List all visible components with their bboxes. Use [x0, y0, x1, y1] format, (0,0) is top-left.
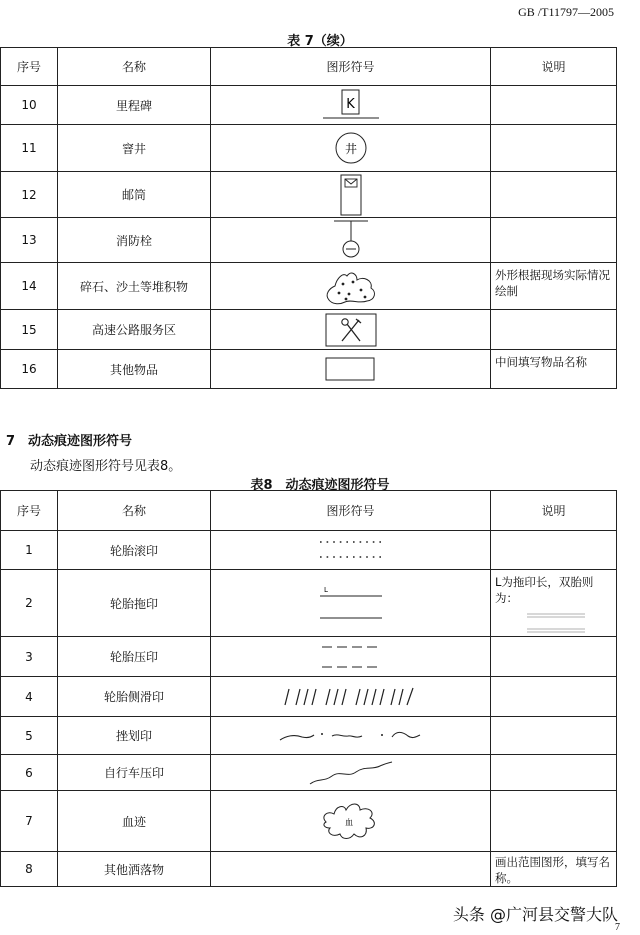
- row-no: 10: [1, 86, 58, 125]
- table-row: [1, 755, 617, 791]
- row-note: [491, 570, 617, 637]
- table-row: [1, 852, 617, 887]
- header-symbol: 图形符号: [211, 48, 491, 86]
- row-no: 7: [1, 791, 58, 852]
- row-note: [491, 172, 617, 218]
- tire-roll-mark-icon: [316, 537, 386, 563]
- manhole-glyph: 井: [344, 142, 357, 156]
- row-note: [491, 637, 617, 677]
- row-no: 5: [1, 717, 58, 755]
- standard-code: GB /T11797—2005: [518, 5, 614, 19]
- row-note: [491, 310, 617, 350]
- row-name: 碎石、沙土等堆积物: [58, 263, 211, 310]
- row-no: 14: [1, 263, 58, 310]
- row-name: 轮胎滚印: [58, 531, 211, 570]
- milestone-glyph: K: [345, 97, 355, 112]
- table-row: [1, 86, 617, 125]
- row-note: [491, 86, 617, 125]
- table-row: [1, 717, 617, 755]
- row-note: [491, 677, 617, 717]
- row-no: 2: [1, 570, 58, 637]
- table-row: [1, 218, 617, 263]
- page-number: 7: [615, 922, 620, 933]
- section-title: 7 动态痕迹图形符号: [6, 434, 133, 449]
- drag-length-glyph: L: [323, 586, 328, 594]
- row-no: 1: [1, 531, 58, 570]
- table7-caption: 表 7（续）: [287, 34, 353, 49]
- row-note: [491, 531, 617, 570]
- row-name: 里程碑: [58, 86, 211, 125]
- spilled-object-icon: [211, 852, 491, 887]
- table7: [0, 47, 617, 389]
- bicycle-track-icon: [306, 758, 396, 788]
- row-name: 轮胎侧滑印: [58, 677, 211, 717]
- row-name: 其他洒落物: [58, 852, 211, 887]
- row-name: 消防栓: [58, 218, 211, 263]
- header-name: 名称: [58, 491, 211, 531]
- row-note: [491, 717, 617, 755]
- header-no: 序号: [1, 491, 58, 531]
- table-row: [1, 677, 617, 717]
- manhole-icon: [331, 128, 371, 168]
- row-note: [491, 218, 617, 263]
- double-tire-drag-icon: [525, 610, 587, 636]
- row-name: 高速公路服务区: [58, 310, 211, 350]
- debris-pile-icon: [321, 266, 381, 306]
- header-note: 说明: [491, 48, 617, 86]
- row-note: [491, 125, 617, 172]
- milestone-icon: [311, 88, 391, 122]
- service-area-icon: [325, 313, 377, 347]
- row-name: 其他物品: [58, 350, 211, 389]
- header-name: 名称: [58, 48, 211, 86]
- other-object-icon: [325, 356, 377, 382]
- row-no: 15: [1, 310, 58, 350]
- table-row: [1, 350, 617, 389]
- header-note: 说明: [491, 491, 617, 531]
- section-body: 动态痕迹图形符号见表8。: [30, 459, 182, 474]
- row-no: 3: [1, 637, 58, 677]
- tire-skid-mark-icon: [281, 684, 421, 710]
- row-name: 窨井: [58, 125, 211, 172]
- row-no: 13: [1, 218, 58, 263]
- row-name: 挫划印: [58, 717, 211, 755]
- fire-hydrant-icon: [326, 219, 376, 261]
- row-note: [491, 791, 617, 852]
- table-header-row: [1, 48, 617, 86]
- table-header-row: [1, 491, 617, 531]
- mailbox-icon: [336, 173, 366, 217]
- tire-press-mark-icon: [316, 640, 386, 674]
- watermark: 头条 @广河县交警大队: [452, 905, 618, 924]
- row-name: 自行车压印: [58, 755, 211, 791]
- row-name: 邮筒: [58, 172, 211, 218]
- blood-glyph: 血: [344, 818, 353, 827]
- table-row: [1, 637, 617, 677]
- table8: [0, 490, 617, 887]
- row-no: 6: [1, 755, 58, 791]
- row-note: 中间填写物品名称: [491, 350, 617, 389]
- table-row: [1, 263, 617, 310]
- row-note: [491, 755, 617, 791]
- row-note: 画出范围图形，填写名称。: [491, 852, 617, 887]
- row-no: 4: [1, 677, 58, 717]
- table-row: [1, 310, 617, 350]
- bloodstain-icon: [316, 798, 386, 844]
- row-no: 8: [1, 852, 58, 887]
- note-text: L为拖印长，双胎则为：: [495, 575, 594, 605]
- table-row: [1, 125, 617, 172]
- header-symbol: 图形符号: [211, 491, 491, 531]
- row-note: 外形根据现场实际情况绘制: [491, 263, 617, 310]
- table-row: [1, 172, 617, 218]
- table8-caption: 表8 动态痕迹图形符号: [250, 478, 390, 493]
- table-row: [1, 570, 617, 637]
- row-name: 轮胎拖印: [58, 570, 211, 637]
- row-no: 12: [1, 172, 58, 218]
- row-no: 11: [1, 125, 58, 172]
- header-no: 序号: [1, 48, 58, 86]
- scratch-mark-icon: [276, 725, 426, 747]
- tire-drag-mark-icon: [316, 583, 386, 623]
- row-no: 16: [1, 350, 58, 389]
- row-name: 血迹: [58, 791, 211, 852]
- row-name: 轮胎压印: [58, 637, 211, 677]
- table-row: [1, 531, 617, 570]
- table-row: [1, 791, 617, 852]
